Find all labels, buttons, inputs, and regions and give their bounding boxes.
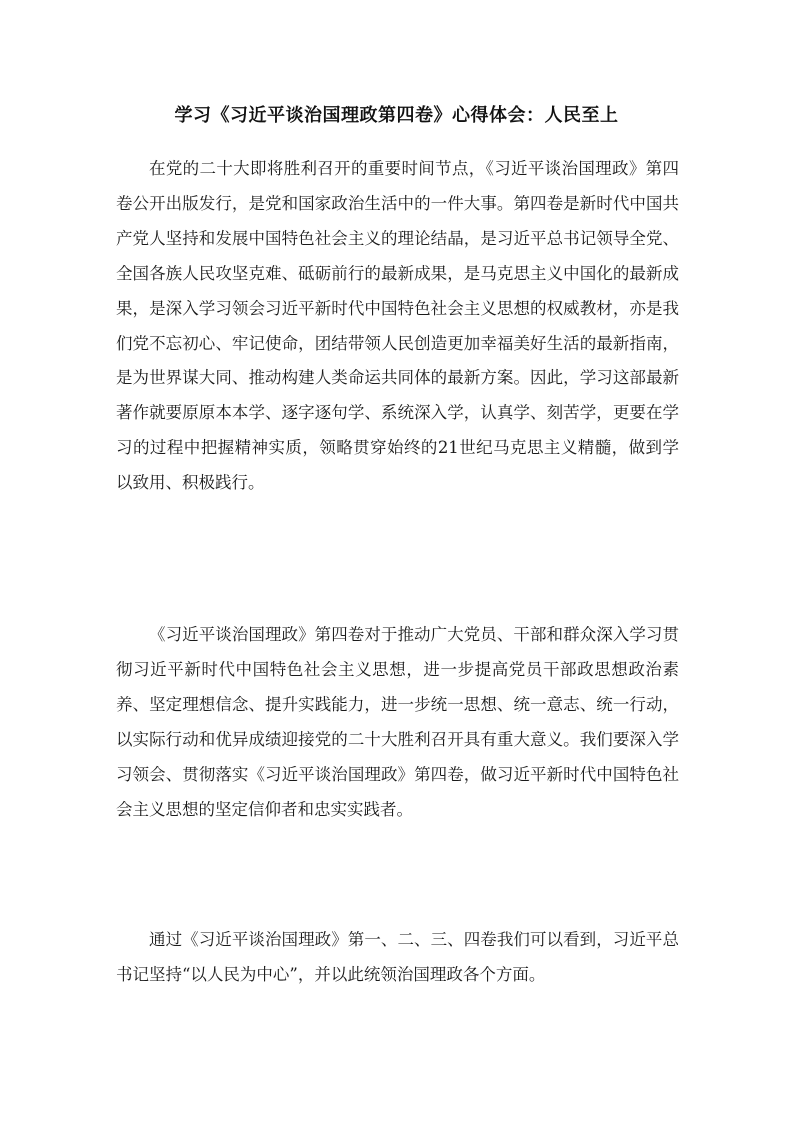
document-title: 学习《习近平谈治国理政第四卷》心得体会：人民至上 [174,105,619,126]
paragraph-2: 《习近平谈治国理政》第四卷对于推动广大党员、干部和群众深入学习贯彻习近平新时代中国特色社会主义思想，进一步提高党员干部政思想政治素养、坚定理想信念、提升实践能力，进一步统一思想、统一意志、统一行动，以实际行动和优异成绩迎接党的二十大胜利召开具有重大意义。我们要深入学习领会、贯彻落实《习近平谈治国理政》第四卷，做习近平新时代中国特色社会主义思想的坚定信仰者和忠实实践者。 [116,625,679,819]
paragraph-3: 通过《习近平谈治国理政》第一、二、三、四卷我们可以看到，习近平总书记坚持“以人民为中心”，并以此统领治国理政各个方面。 [116,930,679,984]
paragraph-1: 在党的二十大即将胜利召开的重要时间节点，《习近平谈治国理政》第四卷公开出版发行，是党和国家政治生活中的一件大事。第四卷是新时代中国共产党人坚持和发展中国特色社会主义的理论结晶，是习近平总书记领导全党、全国各族人民攻坚克难、砥砺前行的最新成果，是马克思主义中国化的最新成果，是深入学习领会习近平新时代中国特色社会主义思想的权威教材，亦是我们党不忘初心、牢记使命，团结带领人民创造更加幸福美好生活的最新指南，是为世界谋大同、推动构建人类命运共同体的最新方案。因此，学习这部最新著作就要原原本本学、逐字逐句学、系统深入学，认真学、刻苦学，更要在学习的过程中把握精神实质，领略贯穿始终的21世纪马克思主义精髓，做到学以致用、积极践行。 [116,159,679,493]
